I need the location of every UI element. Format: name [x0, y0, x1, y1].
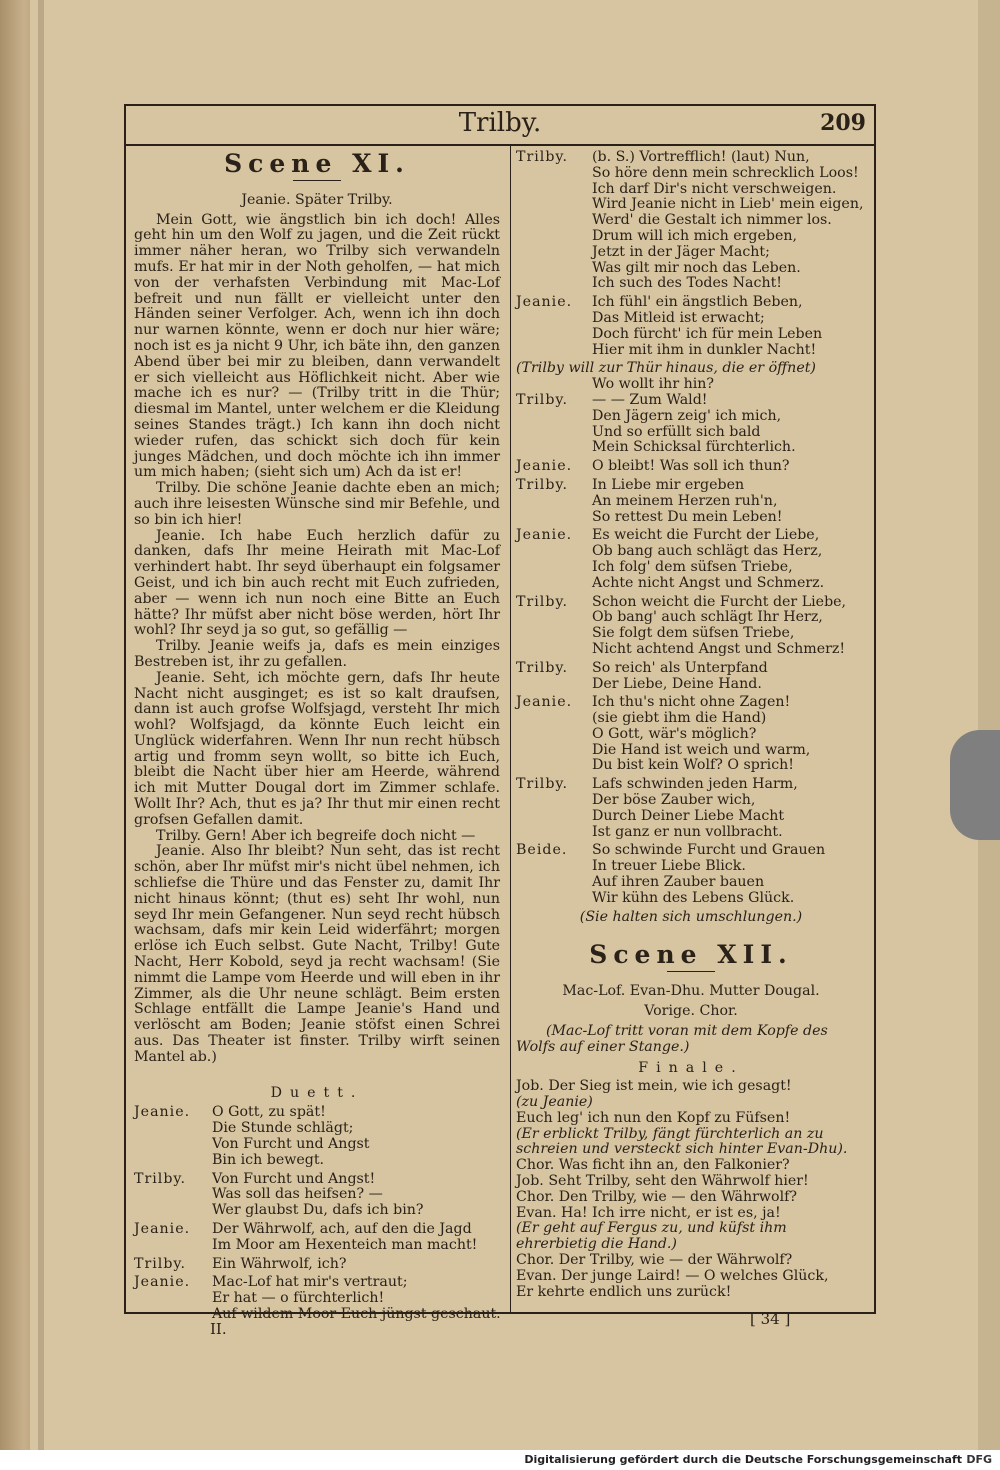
verse-line: Wird Jeanie nicht in Lieb' mein eigen, [592, 196, 864, 213]
verse-line: Jetzt in der Jäger Macht; [592, 243, 770, 260]
speech [134, 1222, 500, 1254]
verse-line: Von Furcht und Angst [212, 1136, 370, 1153]
verse-line: Lafs schwinden jeden Harm, [592, 776, 798, 793]
speech-lines [592, 150, 866, 292]
finale-line: Job. Seht Trilby, seht den Währwolf hier! [516, 1173, 809, 1190]
finale-line: (zu Jeanie) [516, 1094, 593, 1111]
verse-line: Hier mit ihm in dunkler Nacht! [592, 341, 817, 358]
speech [516, 478, 866, 525]
verse-block [516, 150, 866, 358]
speech-lines [592, 478, 866, 525]
verse-line: Was gilt mir noch das Leben. [592, 259, 801, 276]
verse-line: (sie giebt ihm die Hand) [592, 710, 767, 727]
speaker-name: Trilby. [516, 391, 569, 408]
speech-lines [592, 528, 866, 591]
verse-line: Bin ich bewegt. [212, 1151, 325, 1168]
verse-line: So rettest Du mein Leben! [592, 508, 783, 525]
left-column [134, 150, 500, 1326]
speech [516, 459, 866, 475]
speech [516, 695, 866, 774]
verse-line: In Liebe mir ergeben [592, 476, 745, 493]
right-column [516, 150, 866, 1300]
speech [134, 1105, 500, 1168]
speech-lines [592, 695, 866, 774]
verse-line: Die Hand ist weich und warm, [592, 741, 811, 758]
verse-line: Ist ganz er nun vollbracht. [592, 823, 783, 840]
speech [516, 528, 866, 591]
verse-line: Und so erfüllt sich bald [592, 423, 761, 440]
duett-block [134, 1105, 500, 1322]
verse-line: Drum will ich mich ergeben, [592, 227, 798, 244]
cast-line: Jeanie. Später Trilby. [241, 191, 393, 208]
finale-title: Finale. [638, 1060, 744, 1077]
verse-line: Von Furcht und Angst! [212, 1170, 376, 1187]
verse-line: Wer glaubst Du, dafs ich bin? [212, 1202, 424, 1219]
speaker-name: Trilby. [516, 776, 569, 793]
verse-line: Ob bang' auch schlägt Ihr Herz, [592, 609, 823, 626]
scene-title: Scene XII. [589, 940, 793, 970]
sheet-number: [ 34 ] [750, 1310, 791, 1328]
finale-line: (Er erblickt Trilby, fängt fürchterlich an zu schreien und versteckt sich hinter Evan-Dhu). [516, 1125, 848, 1158]
speech [516, 661, 866, 693]
verse-line: Ich fühl' ein ängstlich Beben, [592, 294, 803, 311]
verse-line: Sie folgt dem süfsen Triebe, [592, 625, 795, 642]
finale-line: Chor. Den Trilby, wie — den Währwolf? [516, 1188, 797, 1205]
verse-line: Auf wildem Moor Euch jüngst geschaut. [212, 1305, 501, 1322]
digitization-note: Digitalisierung gefördert durch die Deutsche Forschungsgemeinschaft [524, 1453, 962, 1466]
verse-line: Es weicht die Furcht der Liebe, [592, 527, 820, 544]
speaker-name: Jeanie. [134, 1221, 191, 1237]
speaker-name: Jeanie. [516, 294, 573, 311]
verse-line: Ich thu's nicht ohne Zagen! [592, 694, 791, 711]
verse-line: Den Jägern zeig' ich mich, [592, 407, 782, 424]
finale-line: Evan. Ha! Ich irre nicht, er ist es, ja! [516, 1204, 781, 1221]
verse-line: Ich darf Dir's nicht verschweigen. [592, 180, 837, 197]
paragraph: Mein Gott, wie ängstlich bin ich doch! Alles geht hin um den Wolf zu jagen, und die Zeit rückt immer näher heran, wo Trilby sich verwandeln mufs. Er hat mir in der Noth geholfen, — hat mich von der verhafsten Verbindung mit Mac-Lof befreit und nun fällt er vielleicht unter den Händen seiner Verfolger. Ach, wenn ich ihn doch nur warnen könnte, wenn er doch nur hier wäre; noch ist es ja nicht 9 Uhr, ich bäte ihn, den ganzen Abend über bei mir zu bleiben, dann verwandelt er sich vielleicht aus Höflichkeit nicht. Aber wie mache ich es nur? — (Trilby tritt in die Thür; diesmal im Mantel, unter welchem er die Kleidung seines Standes trägt.) Ich kann ihn doch nicht wieder rufen, das schickt sich doch für kein junges Mädchen, und doch möchte ich ihn immer um mich haben; (sieht sich um) Ach da ist er! [134, 211, 500, 481]
verse-line: An meinem Herzen ruh'n, [592, 492, 778, 509]
verse-line: Ich folg' dem süfsen Triebe, [592, 558, 793, 575]
verse-line: Mein Schicksal fürchterlich. [592, 439, 796, 456]
finale-line: Chor. Der Trilby, wie — der Währwolf? [516, 1252, 793, 1268]
speech-lines [212, 1105, 500, 1168]
speaker-name: Jeanie. [134, 1104, 191, 1121]
duett-title: Duett. [270, 1084, 364, 1101]
verse-line: O Gott, zu spät! [212, 1104, 326, 1121]
scene-title: Scene XI. [224, 149, 410, 178]
speech [134, 1172, 500, 1219]
speech [516, 393, 866, 456]
verse-line: Der Währwolf, ach, auf den die Jagd [212, 1221, 472, 1237]
digitization-footer [0, 1450, 1000, 1470]
speech [516, 150, 866, 292]
spine-shadow [38, 0, 44, 1450]
verse-line: Ein Währwolf, ich? [212, 1255, 347, 1272]
verse-line: Ich such des Todes Nacht! [592, 275, 783, 292]
verse-line: So reich' als Unterpfand [592, 659, 768, 676]
speaker-name: Trilby. [134, 1255, 187, 1272]
speech-lines [592, 459, 866, 475]
paragraph: Trilby. Gern! Aber ich begreife doch nicht — [156, 827, 476, 844]
verse-line: (b. S.) Vortrefflich! (laut) Nun, [592, 149, 810, 165]
verse-line: Doch fürcht' ich für mein Leben [592, 325, 823, 342]
speech [516, 843, 866, 906]
cast-line: Mac-Lof. Evan-Dhu. Mutter Dougal. [562, 983, 820, 1000]
paragraph: Jeanie. Seht, ich möchte gern, dafs Ihr heute Nacht nicht ausginget; es ist so kalt draufsen, dann ist auch grofse Wolfsjagd, versteht Ihr mich wohl? Wolfsjagd, da könnte Euch leicht ein Unglück widerfahren. Wenn Ihr nun recht hübsch artig und fromm seyn wollt, so bitte ich Euch, bleibt die Nacht über hier am Heerde, während ich mit Mutter Dougal dort im Zimmer schlafe. Wollt Ihr? Ach, thut es ja? Ihr thut mir einen recht grofsen Gefallen damit. [134, 669, 500, 828]
speech [516, 777, 866, 840]
verse-line: Das Mitleid ist erwacht; [592, 309, 765, 326]
speaker-name: Trilby. [134, 1170, 187, 1187]
speaker-name: Trilby. [516, 476, 569, 493]
verse-line: Im Moor am Hexenteich man macht! [212, 1236, 478, 1253]
finale-line: (Er geht auf Fergus zu, und küfst ihm ehrerbietig die Hand.) [516, 1220, 787, 1253]
cast-line: Vorige. Chor. [644, 1003, 738, 1020]
speaker-name: Jeanie. [516, 527, 573, 544]
speaker-name: Jeanie. [134, 1274, 191, 1291]
dfg-logo: DFG [966, 1453, 992, 1466]
finale-line: Chor. Was ficht ihn an, den Falkonier? [516, 1157, 790, 1174]
speech-lines [212, 1275, 501, 1322]
finale-line: Euch leg' ich nun den Kopf zu Füfsen! [516, 1109, 791, 1126]
stage-direction: (Trilby will zur Thür hinaus, die er öffnet) [516, 360, 816, 377]
verse-line: Werd' die Gestalt ich nimmer los. [592, 212, 832, 229]
running-header [126, 106, 874, 146]
verse-line: Wir kühn des Lebens Glück. [592, 889, 795, 906]
finale-line: Job. Der Sieg ist mein, wie ich gesagt! [516, 1078, 792, 1095]
page-paper [30, 0, 978, 1450]
title-rule [667, 971, 715, 972]
speech-lines [212, 1172, 500, 1219]
paragraph: Trilby. Die schöne Jeanie dachte eben an mich; auch ihre leisesten Wünsche sind mir Befehle, und so bin ich hier! [134, 480, 500, 528]
title-rule [293, 180, 341, 181]
speech [516, 595, 866, 658]
speech-lines [212, 1222, 500, 1254]
paragraph: Jeanie. Ich habe Euch herzlich dafür zu danken, dafs Ihr meine Heirath mit Mac-Lof verhindert habt. Ihr seyd überhaupt ein folgsamer Geist, und ich bin auch recht mit Euch zufrieden, aber — wenn ich nun noch eine Bitte an Euch hätte? Ihr müfst aber nicht böse werden, hört Ihr wohl? Ihr seyd ja so gut, so gefällig — [134, 527, 500, 639]
speech-lines [592, 777, 866, 840]
verse-line: So schwinde Furcht und Grauen [592, 842, 826, 859]
speech-lines [592, 393, 866, 456]
verse-line: — — Zum Wald! [592, 391, 708, 408]
speech-lines [592, 595, 866, 658]
speech [134, 1257, 500, 1273]
stage-direction: (Mac-Lof tritt voran mit dem Kopfe des Wolfs auf einer Stange.) [516, 1022, 828, 1055]
finale-line: Er kehrte endlich uns zurück! [516, 1283, 732, 1300]
dialogue-prose [134, 213, 500, 1066]
speaker-name: Jeanie. [516, 694, 573, 711]
page-edge [978, 0, 1000, 1450]
verse-line: Der böse Zauber wich, [592, 792, 756, 809]
verse-line: Achte nicht Angst und Schmerz. [592, 574, 825, 591]
speaker-name: Jeanie. [516, 458, 573, 475]
finale-line: Evan. Der junge Laird! — O welches Glück, [516, 1267, 829, 1284]
verse-line: Nicht achtend Angst und Schmerz! [592, 640, 846, 657]
verse-line: Du bist kein Wolf? O sprich! [592, 757, 794, 774]
running-title: Trilby. [458, 108, 542, 138]
verse-line: Wo wollt ihr hin? [592, 376, 715, 393]
stage-direction: (Sie halten sich umschlungen.) [579, 908, 803, 925]
column-divider [510, 146, 511, 1312]
paragraph: Jeanie. Also Ihr bleibt? Nun seht, das ist recht schön, aber Ihr müfst mir's nicht übel nehmen, ich schliefse die Thüre und das Fenster zu, damit Ihr nicht hinaus könnt; (thut es) seht Ihr wohl, nun seyd Ihr mein Gefangener. Nun seyd recht hübsch wachsam, dafs mir kein Leid widerfährt; morgen erlöse ich Euch selbst. Gute Nacht, Trilby! Gute Nacht, Herr Kobold, seyd ja recht wachsam! (Sie nimmt die Lampe vom Heerde und will eben in ihr Zimmer, als die Uhr neune schlägt. Beim ersten Schlage entfällt die Lampe Jeanie's Hand und verlöscht am Boden; Jeanie stöfst einen Schrei aus. Das Theater ist finster. Trilby wirft seinen Mantel ab.) [134, 843, 500, 1065]
verse-line: Die Stunde schlägt; [212, 1120, 354, 1137]
paragraph: Trilby. Jeanie weifs ja, dafs es mein einziges Bestreben ist, ihr zu gefallen. [134, 638, 500, 670]
verse-line: Auf ihren Zauber bauen [592, 874, 765, 891]
speaker-name: Beide. [516, 842, 568, 859]
speaker-name: Trilby. [516, 659, 569, 676]
speech-lines [592, 295, 866, 358]
speech-lines [592, 843, 866, 906]
verse-line: Was soll das heifsen? — [212, 1186, 383, 1203]
verse-line: O bleibt! Was soll ich thun? [592, 458, 790, 475]
speaker-name: Trilby. [516, 149, 569, 165]
bookmark-ribbon [950, 730, 1000, 840]
page-number: 209 [820, 110, 866, 136]
speech-lines [592, 661, 866, 693]
verse-line: Mac-Lof hat mir's vertraut; [212, 1274, 408, 1291]
verse-line: Der Liebe, Deine Hand. [592, 675, 762, 692]
finale-block [516, 1079, 866, 1300]
verse-line: In treuer Liebe Blick. [592, 858, 746, 875]
speaker-name: Trilby. [516, 593, 569, 610]
verse-line: Ob bang auch schlägt das Herz, [592, 543, 823, 560]
verse-line: O Gott, wär's möglich? [592, 725, 757, 742]
speech [134, 1275, 500, 1322]
verse-line: Schon weicht die Furcht der Liebe, [592, 593, 847, 610]
verse-line: So höre denn mein schrecklich Loos! [592, 164, 859, 181]
speech [516, 295, 866, 358]
speech-lines [212, 1257, 500, 1273]
signature-mark: II. [210, 1320, 227, 1338]
verse-line: Er hat — o fürchterlich! [212, 1290, 385, 1307]
verse-line: Durch Deiner Liebe Macht [592, 807, 785, 824]
verse-block [516, 393, 866, 907]
